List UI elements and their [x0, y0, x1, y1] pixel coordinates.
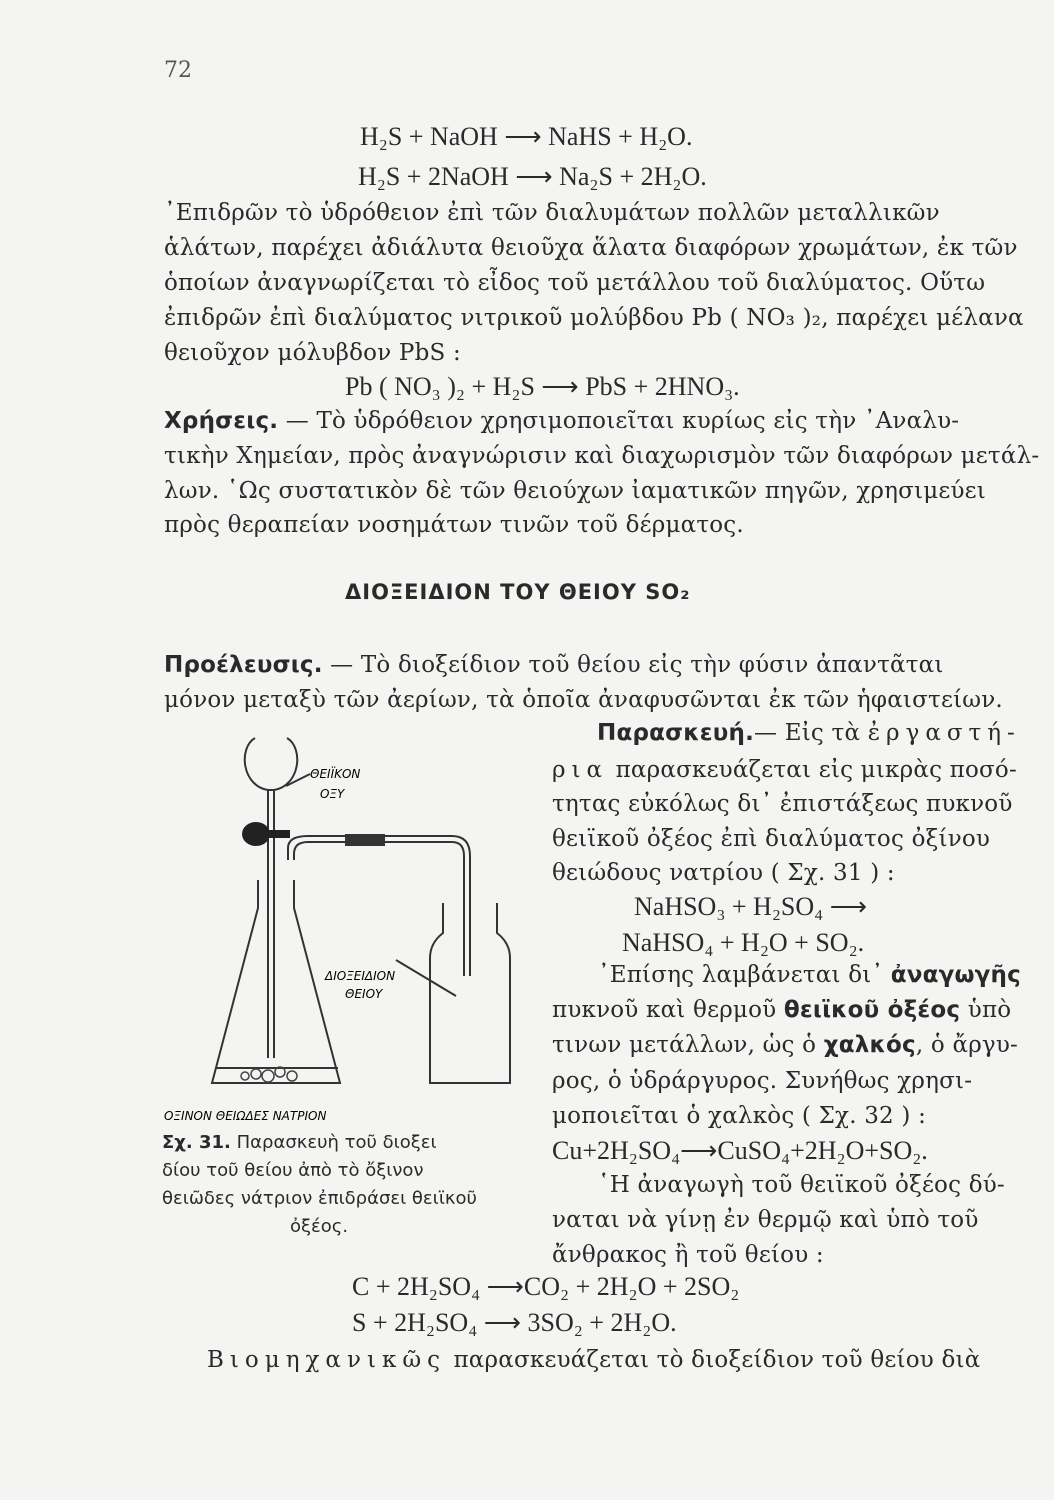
- conical-flask: [212, 880, 340, 1083]
- uses-label: Χρήσεις.: [164, 408, 279, 434]
- paragraph-line: ἐπιδρῶν ἐπὶ διαλύματος νιτρικοῦ μολύβδου Pb ( NO₃ )₂, παρέχει μέλανα: [164, 305, 1024, 331]
- origin-line: μόνον μεταξὺ τῶν ἀερίων, τὰ ὁποῖα ἀναφυσῶνται ἐκ τῶν ἡφαιστείων.: [164, 687, 1003, 713]
- preparation-line: πυκνοῦ καὶ θερμοῦ θειϊκοῦ ὀξέος ὑπὸ: [552, 997, 1012, 1023]
- preparation-line: ῾Η ἀναγωγὴ τοῦ θειϊκοῦ ὀξέος δύ-: [598, 1172, 1005, 1198]
- preparation-line: Παρασκευή.— Εἰς τὰ ἐργαστή-: [597, 720, 1021, 746]
- preparation-line: μοποιεῖται ὁ χαλκὸς ( Σχ. 32 ) :: [552, 1103, 927, 1129]
- origin-label: Προέλευσις.: [164, 652, 323, 678]
- origin-line: Προέλευσις. — Τὸ διοξείδιον τοῦ θείου εἰς τὴν φύσιν ἀπαντᾶται: [164, 652, 944, 678]
- dropping-funnel: [245, 738, 298, 790]
- rubber-connector: [345, 834, 385, 846]
- equation-carbon: C + 2H₂SO₄ ⟶CO₂ + 2H₂O + 2SO₂: [352, 1272, 740, 1301]
- label-so2: ΔΙΟΞΕΙΔΙΟΝ: [325, 969, 396, 983]
- figure-caption: θειῶδες νάτριον ἐπιδράσει θειϊκοῦ: [162, 1188, 477, 1209]
- label-salt: ΟΞΙΝΟΝ ΘΕΙΩΔΕΣ ΝΑΤΡΙΟΝ: [164, 1109, 327, 1123]
- figure-caption: ὀξέος.: [290, 1216, 349, 1237]
- preparation-line: θειώδους νατρίου ( Σχ. 31 ) :: [552, 860, 895, 886]
- equation-nahso3: NaHSO₃ + H₂SO₄ ⟶: [634, 892, 867, 921]
- equation-copper: Cu+2H₂SO₄⟶CuSO₄+2H₂O+SO₂.: [552, 1136, 928, 1165]
- page-number: 72: [164, 58, 192, 83]
- preparation-line: ναται νὰ γίνῃ ἐν θερμῷ καὶ ὑπὸ τοῦ: [552, 1207, 979, 1233]
- equation-h2s-naoh: H₂S + NaOH ⟶ NaHS + H₂O.: [360, 122, 693, 151]
- paragraph-line: ὁποίων ἀναγνωρίζεται τὸ εἶδος τοῦ μετάλλου τοῦ διαλύματος. Οὕτω: [164, 270, 986, 296]
- label-acid: ΘΕΙΪΚΟΝ: [310, 767, 361, 781]
- uses-line: λων. ῾Ως συστατικὸν δὲ τῶν θειούχων ἰαματικῶν πηγῶν, χρησιμεύει: [164, 478, 986, 504]
- delivery-tube: [294, 842, 464, 976]
- last-line: Βιομηχανικῶς παρασκευάζεται τὸ διοξείδιον τοῦ θείου διὰ: [207, 1347, 981, 1373]
- preparation-label: Παρασκευή.: [597, 720, 755, 746]
- figure-caption: δίου τοῦ θείου ἀπὸ τὸ ὄξινον: [162, 1160, 424, 1181]
- preparation-line: ᾿Επίσης λαμβάνεται δι᾿ ἀναγωγῆς: [598, 962, 1021, 988]
- label-so2b: ΘΕΙΟΥ: [345, 987, 383, 1001]
- equation-sulfur: S + 2H₂SO₄ ⟶ 3SO₂ + 2H₂O.: [352, 1308, 677, 1337]
- uses-line: πρὸς θεραπείαν νοσημάτων τινῶν τοῦ δέρματος.: [164, 512, 744, 538]
- uses-line: Χρήσεις. — Τὸ ὑδρόθειον χρησιμοποιεῖται κυρίως εἰς τὴν ᾿Αναλυ-: [164, 408, 960, 434]
- section-heading: ΔΙΟΞΕΙΔΙΟΝ ΤΟΥ ΘΕΙΟΥ SO₂: [345, 580, 691, 604]
- preparation-line: ρος, ὁ ὑδράργυρος. Συνήθως χρησι-: [552, 1068, 973, 1094]
- preparation-line: τητας εὐκόλως δι᾿ ἐπιστάξεως πυκνοῦ: [552, 791, 1013, 817]
- equation-nahso4: NaHSO₄ + H₂O + SO₂.: [622, 928, 865, 957]
- label-acid2: ΟΞΥ: [320, 787, 345, 801]
- figure-31-apparatus: [160, 728, 540, 1128]
- equation-h2s-2naoh: H₂S + 2NaOH ⟶ Na₂S + 2H₂O.: [358, 162, 707, 191]
- paragraph-line: ἁλάτων, παρέχει ἀδιάλυτα θειοῦχα ἅλατα διαφόρων χρωμάτων, ἐκ τῶν: [164, 235, 1018, 261]
- preparation-line: θειϊκοῦ ὀξέος ἐπὶ διαλύματος ὀξίνου: [552, 826, 991, 852]
- figure-caption: Σχ. 31. Παρασκευὴ τοῦ διοξει: [162, 1132, 437, 1153]
- preparation-line: ρια παρασκευάζεται εἰς μικρὰς ποσό-: [552, 757, 1017, 783]
- uses-line: τικὴν Χημείαν, πρὸς ἀναγνώρισιν καὶ διαχωρισμὸν τῶν διαφόρων μετάλ-: [164, 443, 1040, 469]
- equation-pbs: Pb ( NO₃ )₂ + H₂S ⟶ PbS + 2HNO₃.: [345, 372, 740, 401]
- paragraph-line: ᾿Επιδρῶν τὸ ὑδρόθειον ἐπὶ τῶν διαλυμάτων πολλῶν μεταλλικῶν: [164, 200, 940, 226]
- preparation-line: ἄνθρακος ἢ τοῦ θείου :: [552, 1242, 824, 1268]
- paragraph-line: θειοῦχον μόλυβδον PbS :: [164, 340, 461, 366]
- preparation-line: τινων μετάλλων, ὡς ὁ χαλκός, ὁ ἄργυ-: [552, 1032, 1019, 1058]
